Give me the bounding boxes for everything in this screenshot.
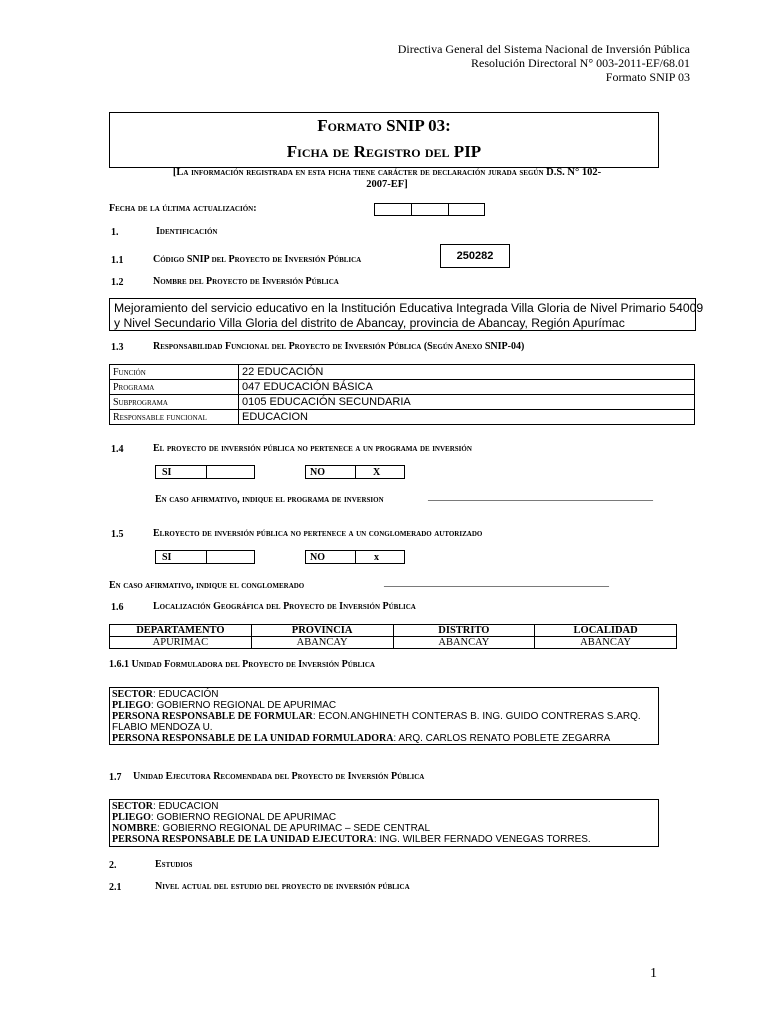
district-header: DISTRITO bbox=[393, 625, 535, 637]
conglomerate-no-box[interactable] bbox=[305, 550, 405, 564]
project-name-line: y Nivel Secundario Villa Gloria del distrito de Abancay, provincia de Abancay, Región Apurímac bbox=[114, 316, 625, 330]
sector-value: : EDUCACIÓN bbox=[152, 689, 219, 700]
table-header-row bbox=[110, 625, 677, 637]
program-affirmative-note: En caso afirmativo, indique el programa de inversion bbox=[155, 494, 384, 505]
sector-value: : EDUCACION bbox=[152, 801, 219, 812]
conglomerate-affirmative-note: En caso afirmativo, indique el conglomerado bbox=[109, 580, 305, 591]
conglomerate-answer-line[interactable]: _____________________________________________ bbox=[384, 577, 609, 588]
form-subtitle: Ficha de Registro del PIP bbox=[286, 142, 482, 161]
conglomerate-yes-box[interactable] bbox=[155, 550, 255, 564]
section-1-1-number: 1.1 bbox=[111, 255, 124, 266]
executor-value: : ING. WILBER FERNADO VENEGAS TORRES. bbox=[373, 834, 591, 845]
location-label: Localización Geográfica del Proyecto de Inversión Pública bbox=[153, 601, 416, 612]
section-1-3-number: 1.3 bbox=[111, 342, 124, 353]
no-mark: X bbox=[373, 467, 381, 478]
section-1-number: 1. bbox=[111, 227, 119, 238]
page-number: 1 bbox=[650, 966, 657, 981]
executor-label: PERSONA RESPONSABLE DE LA UNIDAD EJECUTORA bbox=[112, 834, 374, 845]
section-1-title: Identificación bbox=[156, 226, 218, 237]
unit-head-label: PERSONA RESPONSABLE DE LA UNIDAD FORMULADORA bbox=[112, 733, 394, 744]
section-1-6-number: 1.6 bbox=[111, 602, 124, 613]
table-row bbox=[110, 365, 695, 380]
program-value: 047 EDUCACIÓN BÁSICA bbox=[239, 380, 695, 395]
project-name-line: Mejoramiento del servicio educativo en la Institución Educativa Integrada Villa Gloria de Nivel Primario 54009 bbox=[114, 301, 704, 315]
form-title: Formato SNIP 03: bbox=[317, 116, 451, 135]
yes-label: SI bbox=[162, 467, 172, 478]
investment-program-label: El proyecto de inversión pública no pertenece a un programa de inversión bbox=[153, 443, 472, 454]
function-label: Función bbox=[110, 365, 239, 380]
snip-code-value: 250282 bbox=[440, 244, 510, 268]
study-level-label: Nivel actual del estudio del proyecto de inversión pública bbox=[155, 881, 410, 892]
sector-label: SECTOR bbox=[112, 689, 153, 700]
section-1-4-number: 1.4 bbox=[111, 444, 124, 455]
no-mark: x bbox=[374, 552, 379, 563]
formulator-label: PERSONA RESPONSABLE DE FORMULAR bbox=[112, 711, 313, 722]
responsible-label: Responsable funcional bbox=[110, 410, 239, 425]
pliego-label: PLIEGO bbox=[112, 812, 151, 823]
executing-unit-box bbox=[109, 799, 659, 847]
section-1-7-number: 1.7 bbox=[109, 772, 122, 783]
date-divider bbox=[448, 204, 449, 215]
date-divider bbox=[411, 204, 412, 215]
department-value: APURIMAC bbox=[110, 637, 252, 649]
program-yes-box[interactable] bbox=[155, 465, 255, 479]
name-value: : GOBIERNO REGIONAL DE APURIMAC – SEDE CENTRAL bbox=[157, 823, 431, 834]
formulating-unit-label: 1.6.1 Unidad Formuladora del Proyecto de Inversión Pública bbox=[109, 659, 375, 670]
section-1-2-number: 1.2 bbox=[111, 277, 124, 288]
formulator-value: : ECON.ANGHINETH CONTERAS B. ING. GUIDO CONTRERAS S.ARQ. bbox=[312, 711, 641, 722]
department-header: DEPARTAMENTO bbox=[110, 625, 252, 637]
district-value: ABANCAY bbox=[393, 637, 535, 649]
conglomerate-label: Elroyecto de inversión pública no pertenece a un conglomerado autorizado bbox=[153, 528, 483, 539]
declaration-note: [La información registrada en esta ficha tiene carácter de declaración jurada según D.S. N° 102- 2007-EF] bbox=[172, 167, 602, 190]
table-row bbox=[110, 380, 695, 395]
pliego-value: : GOBIERNO REGIONAL DE APURIMAC bbox=[150, 700, 337, 711]
unit-head-value: : ARQ. CARLOS RENATO POBLETE ZEGARRA bbox=[393, 733, 611, 744]
responsible-value: EDUCACION bbox=[239, 410, 695, 425]
header-resolution: Resolución Directoral N° 003-2011-EF/68.01 bbox=[471, 56, 690, 70]
section-2-title: Estudios bbox=[155, 859, 193, 870]
last-update-field[interactable] bbox=[374, 203, 485, 216]
locality-header: LOCALIDAD bbox=[535, 625, 677, 637]
program-label: Programa bbox=[110, 380, 239, 395]
header-directive: Directiva General del Sistema Nacional de Inversión Pública bbox=[397, 42, 690, 56]
table-row bbox=[110, 395, 695, 410]
snip-code-label: Código SNIP del Proyecto de Inversión Pública bbox=[153, 254, 362, 265]
functional-responsibility-label: Responsabilidad Funcional del Proyecto de Inversión Pública (Según Anexo SNIP-04) bbox=[153, 341, 525, 352]
box-divider bbox=[355, 551, 356, 563]
section-2-1-number: 2.1 bbox=[109, 882, 122, 893]
no-label: NO bbox=[310, 467, 325, 478]
pliego-label: PLIEGO bbox=[112, 700, 151, 711]
location-table bbox=[109, 624, 677, 649]
locality-value: ABANCAY bbox=[535, 637, 677, 649]
functional-table bbox=[109, 364, 695, 425]
box-divider bbox=[206, 466, 207, 478]
no-label: NO bbox=[310, 552, 325, 563]
program-no-box[interactable] bbox=[305, 465, 405, 479]
header-format: Formato SNIP 03 bbox=[605, 70, 690, 84]
subprogram-value: 0105 EDUCACIÓN SECUNDARIA bbox=[239, 395, 695, 410]
document-header bbox=[398, 42, 690, 84]
box-divider bbox=[206, 551, 207, 563]
last-update-label: Fecha de la última actualización: bbox=[109, 203, 257, 214]
table-row bbox=[110, 637, 677, 649]
province-header: PROVINCIA bbox=[251, 625, 393, 637]
section-2-number: 2. bbox=[109, 860, 117, 871]
project-name-label: Nombre del Proyecto de Inversión Pública bbox=[153, 276, 339, 287]
function-value: 22 EDUCACIÓN bbox=[239, 365, 695, 380]
province-value: ABANCAY bbox=[251, 637, 393, 649]
formulating-unit-box bbox=[109, 687, 659, 745]
name-label: NOMBRE bbox=[112, 823, 157, 834]
box-divider bbox=[355, 466, 356, 478]
yes-label: SI bbox=[162, 552, 172, 563]
pliego-value: : GOBIERNO REGIONAL DE APURIMAC bbox=[150, 812, 337, 823]
program-answer-line[interactable]: _____________________________________________ bbox=[428, 491, 653, 502]
subprogram-label: Subprograma bbox=[110, 395, 239, 410]
sector-label: SECTOR bbox=[112, 801, 153, 812]
section-1-5-number: 1.5 bbox=[111, 529, 124, 540]
formulator-value-continued: FLABIO MENDOZA U. bbox=[112, 722, 213, 733]
project-name-box bbox=[109, 298, 704, 331]
table-row bbox=[110, 410, 695, 425]
executing-unit-label: Unidad Ejecutora Recomendada del Proyecto de Inversión Pública bbox=[133, 771, 425, 782]
title-box bbox=[109, 112, 659, 168]
